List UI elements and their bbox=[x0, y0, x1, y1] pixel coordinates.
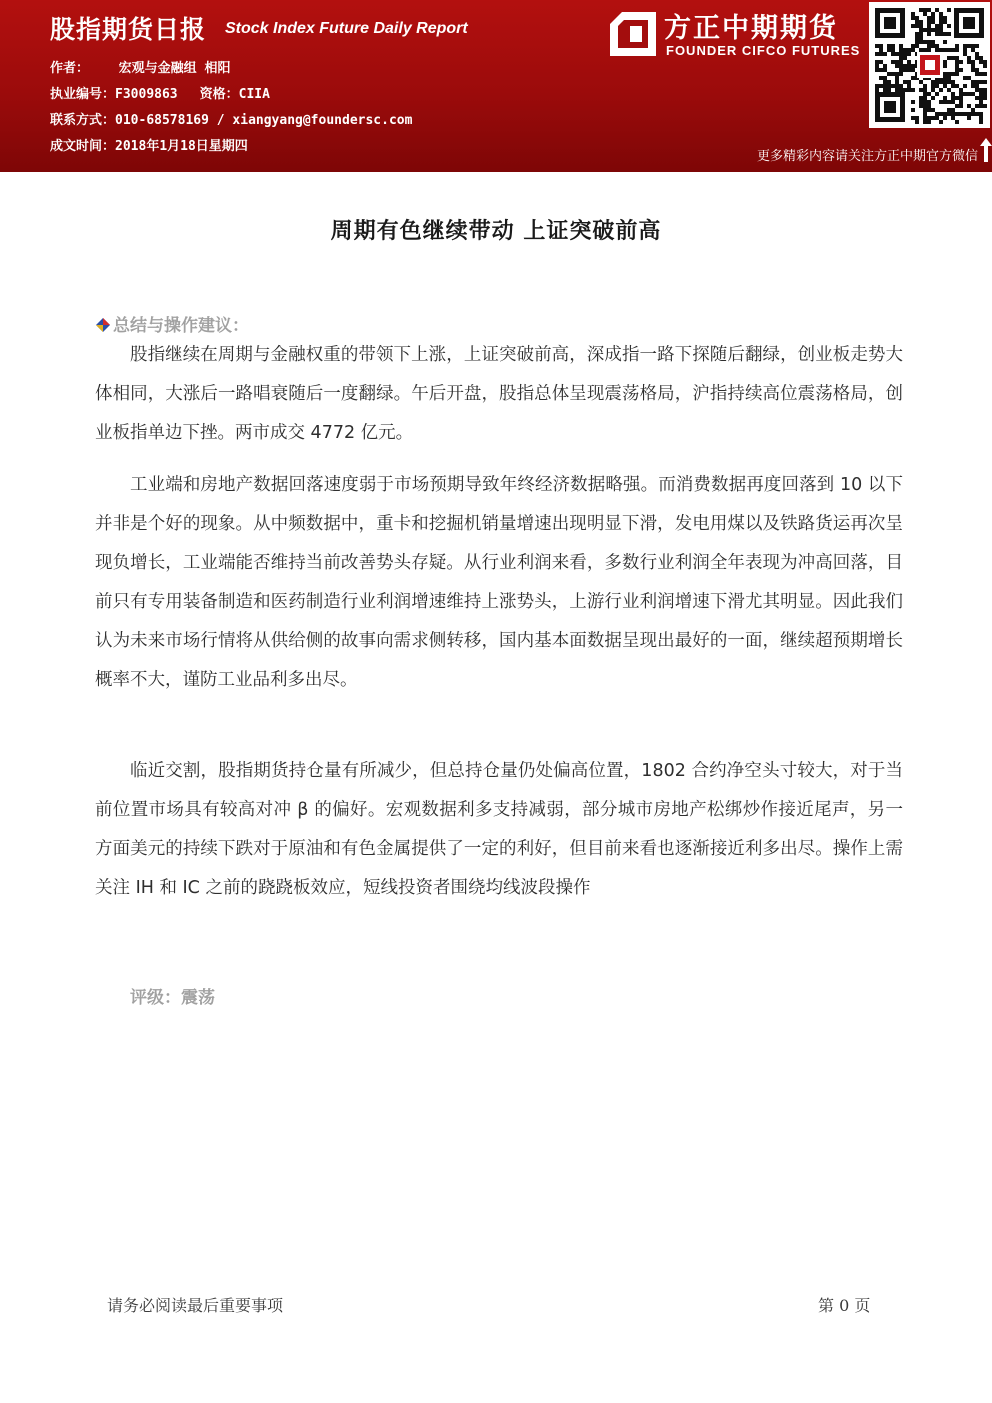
license-line bbox=[50, 83, 270, 102]
founder-logo-icon bbox=[608, 10, 658, 58]
qualification-value: CIIA bbox=[238, 87, 270, 102]
license-value: F3009863 bbox=[115, 87, 178, 102]
arrow-up-icon bbox=[980, 138, 992, 162]
diamond-bullet-icon bbox=[95, 317, 111, 333]
brand-name-en: FOUNDER CIFCO FUTURES bbox=[666, 43, 861, 58]
date-label: 成文时间： bbox=[50, 139, 116, 154]
contact-label: 联系方式： bbox=[50, 113, 116, 128]
contact-value[interactable]: 010-68578169 / xiangyang@foundersc.com bbox=[115, 113, 413, 128]
qr-code-icon bbox=[869, 2, 990, 128]
paragraph-2: 工业端和房地产数据回落速度弱于市场预期导致年终经济数据略强。而消费数据再度回落到 10 以下并非是个好的现象。从中频数据中，重卡和挖掘机销量增速出现明显下滑，发电用煤以及铁路货运再次呈现负增长，工业端能否维持当前改善势头存疑。从行业利润来看，多数行业利润全年表现为冲高回落，目前只有专用装备制造和医药制造行业利润增速维持上涨势头，上游行业利润增速下滑尤其明显。因此我们认为未来市场行情将从供给侧的故事向需求侧转移，国内基本面数据呈现出最好的一面，继续超预期增长概率不大，谨防工业品利多出尽。 bbox=[95, 475, 903, 690]
report-title-en: Stock Index Future Daily Report bbox=[225, 20, 468, 37]
paragraph-1: 股指继续在周期与金融权重的带领下上涨，上证突破前高，深成指一路下探随后翻绿，创业板走势大体相同，大涨后一路唱衰随后一度翻绿。午后开盘，股指总体呈现震荡格局，沪指持续高位震荡格局，创业板指单边下挫。两市成交 4772 亿元。 bbox=[95, 345, 903, 443]
date-line bbox=[50, 135, 248, 154]
footer-notice: 请务必阅读最后重要事项 bbox=[107, 1296, 284, 1315]
qualification-label: 资格： bbox=[199, 87, 239, 102]
wechat-follow-note: 更多精彩内容请关注方正中期官方微信 bbox=[756, 149, 978, 164]
date-value: 2018年1月18日星期四 bbox=[115, 139, 248, 154]
rating-label: 评级：震荡 bbox=[130, 988, 215, 1008]
author-label: 作者： bbox=[50, 61, 90, 76]
brand-name-cn: 方正中期期货 bbox=[664, 13, 838, 44]
section-heading-text: 总结与操作建议： bbox=[113, 316, 249, 336]
document-title: 周期有色继续带动 上证突破前高 bbox=[330, 219, 662, 244]
author-line bbox=[50, 57, 231, 76]
paragraph-3: 临近交割，股指期货持仓量有所减少，但总持仓量仍处偏高位置，1802 合约净空头寸较大，对于当前位置市场具有较高对冲 β 的偏好。宏观数据利多支持减弱，部分城市房地产松绑炒作接近尾声，另一方面美元的持续下跌对于原油和有色金属提供了一定的利好，但目前来看也逐渐接近利多出尽。操作上需关注 IH 和 IC 之前的跷跷板效应，短线投资者围绕均线波段操作 bbox=[95, 761, 903, 898]
license-label: 执业编号： bbox=[50, 87, 116, 102]
contact-line bbox=[50, 109, 412, 128]
report-header bbox=[0, 0, 992, 172]
section-heading bbox=[95, 311, 249, 336]
page-number: 第 0 页 bbox=[818, 1296, 871, 1315]
report-title-cn: 股指期货日报 bbox=[50, 15, 207, 44]
author-value: 宏观与金融组 相阳 bbox=[118, 61, 231, 76]
